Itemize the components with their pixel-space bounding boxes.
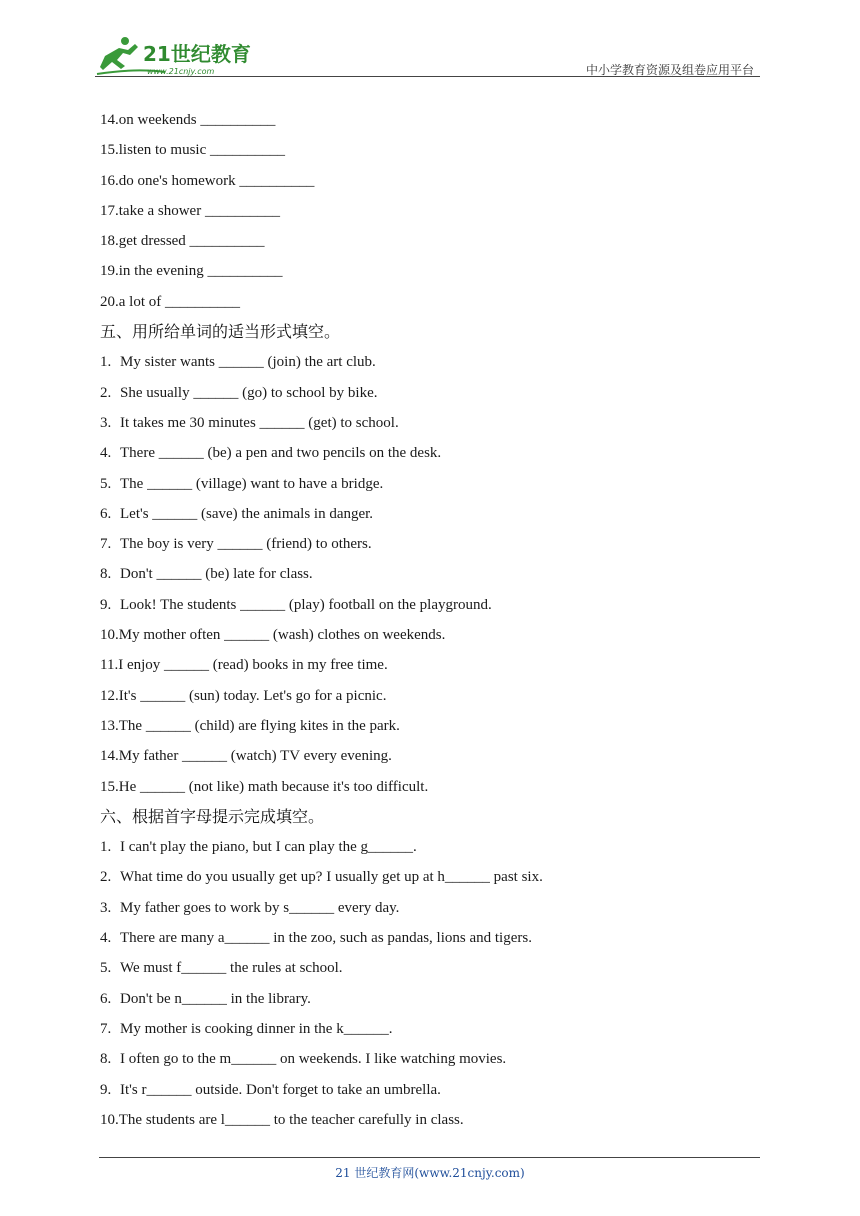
footer-link[interactable]: 21 世纪教育网(www.21cnjy.com) <box>335 1166 525 1180</box>
exercise-content <box>100 105 760 1135</box>
part4-list <box>100 105 760 317</box>
header-platform-text: 中小学教育资源及组卷应用平台 <box>585 63 754 77</box>
list-item: 20.a lot of __________ <box>100 293 240 310</box>
list-item: 12.It's ______ (sun) today. Let's go for a picnic. <box>100 687 387 704</box>
list-item: 10.The students are l______ to the teacher carefully in class. <box>100 1111 464 1128</box>
list-item: 15.He ______ (not like) math because it's too difficult. <box>100 778 429 795</box>
list-item: 1. I can't play the piano, but I can play the g______. <box>100 839 417 856</box>
list-item: 8. Don't ______ (be) late for class. <box>100 566 313 583</box>
list-item: 9. Look! The students ______ (play) football on the playground. <box>100 596 492 613</box>
logo-url: www.21cnjy.com <box>147 67 215 76</box>
list-item: 2. What time do you usually get up? I usually get up at h______ past six. <box>100 869 543 886</box>
list-item: 5. We must f______ the rules at school. <box>100 960 343 977</box>
list-item: 17.take a shower __________ <box>100 202 280 219</box>
list-item: 6. Let's ______ (save) the animals in danger. <box>100 505 374 522</box>
list-item: 7. My mother is cooking dinner in the k______. <box>100 1020 393 1037</box>
list-item: 1. My sister wants ______ (join) the art club. <box>100 354 376 371</box>
section-6-list <box>100 832 760 1135</box>
list-item: 19.in the evening __________ <box>100 263 283 280</box>
list-item: 18.get dressed __________ <box>100 233 265 250</box>
footer-divider <box>99 1157 760 1158</box>
list-item: 4. There ______ (be) a pen and two pencils on the desk. <box>100 445 442 462</box>
list-item: 14.on weekends __________ <box>100 112 276 128</box>
list-item: 15.listen to music __________ <box>100 142 285 159</box>
list-item: 11.I enjoy ______ (read) books in my free time. <box>100 657 388 674</box>
list-item: 6. Don't be n______ in the library. <box>100 990 311 1007</box>
page-header <box>95 30 760 78</box>
list-item: 10.My mother often ______ (wash) clothes on weekends. <box>100 627 446 644</box>
section-5-title: 五、用所给单词的适当形式填空。 <box>100 322 341 342</box>
list-item: 2. She usually ______ (go) to school by bike. <box>100 384 378 401</box>
list-item: 3. It takes me 30 minutes ______ (get) to school. <box>100 414 399 431</box>
list-item: 3. My father goes to work by s______ every day. <box>100 899 400 916</box>
section-5-list <box>100 347 760 801</box>
list-item: 5. The ______ (village) want to have a bridge. <box>100 475 384 492</box>
list-item: 14.My father ______ (watch) TV every evening. <box>100 748 392 765</box>
list-item: 7. The boy is very ______ (friend) to others. <box>100 536 372 553</box>
site-logo <box>95 34 265 76</box>
list-item: 4. There are many a______ in the zoo, such as pandas, lions and tigers. <box>100 930 532 947</box>
section-6-title: 六、根据首字母提示完成填空。 <box>100 806 325 826</box>
header-divider <box>95 76 760 77</box>
list-item: 9. It's r______ outside. Don't forget to take an umbrella. <box>100 1081 441 1098</box>
list-item: 16.do one's homework __________ <box>100 172 315 189</box>
list-item: 8. I often go to the m______ on weekends. I like watching movies. <box>100 1051 507 1068</box>
logo-text: 21世纪教育 <box>143 42 251 66</box>
list-item: 13.The ______ (child) are flying kites in the park. <box>100 717 400 734</box>
